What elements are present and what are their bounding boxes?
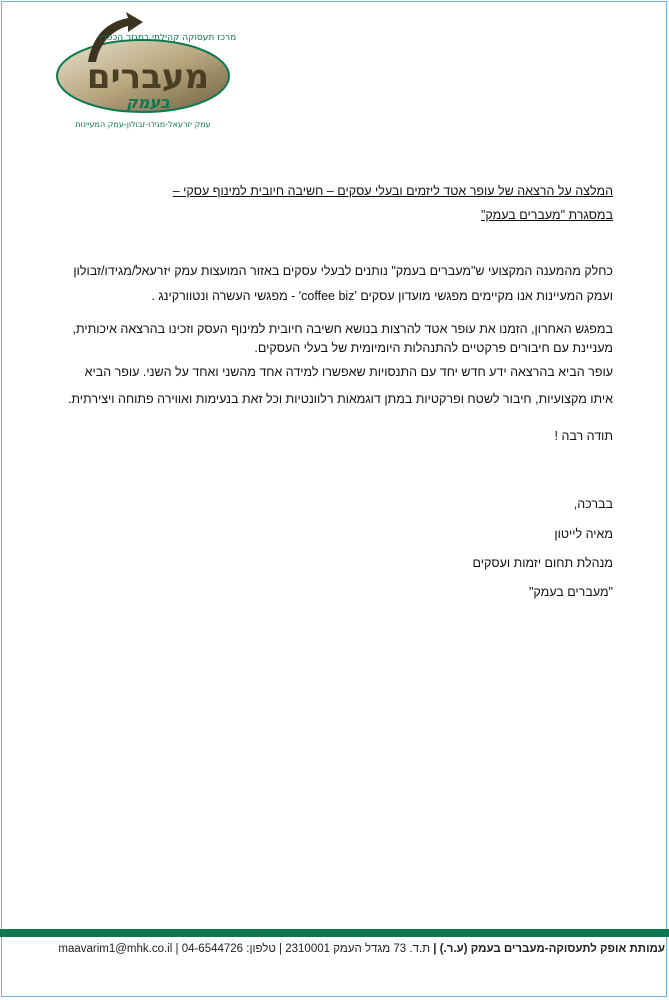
signature-name: מאיה לייטון bbox=[554, 527, 613, 541]
svg-text:עמק יזרעאל-מגידו-זבולון-עמק המ: עמק יזרעאל-מגידו-זבולון-עמק המעיינות bbox=[75, 120, 211, 129]
letter-body bbox=[53, 182, 613, 602]
organization-logo bbox=[48, 4, 238, 132]
paragraph-2-line-1: במפגש האחרון, הזמנו את עופר אטד להרצות בנושא חשיבה חיובית למינוף העסק וזכינו בהרצאה איכותית, bbox=[72, 322, 613, 336]
svg-text:בעמק: בעמק bbox=[126, 93, 170, 112]
footer-org: עמותת אופק לתעסוקה-מעברים בעמק (ע.ר.) | bbox=[433, 943, 665, 955]
title-line-1: המלצה על הרצאה של עופר אטד ליזמים ובעלי עסקים – חשיבה חיובית למינוף עסקי – bbox=[172, 184, 613, 198]
signature-role: מנהלת תחום יזמות ועסקים bbox=[472, 556, 613, 570]
signature-greeting: בברכה, bbox=[573, 497, 613, 511]
footer-bar bbox=[0, 929, 669, 937]
paragraph-3-line-2: איתו מקצועיות, חיבור לשטח ופרקטיות במתן דוגמאות רלוונטיות וכל זאת בנעימות ואווירה פתוחה ויצירתית. bbox=[67, 392, 613, 406]
paragraph-2-line-2: מעניינת עם חיבורים פרקטיים להתנהלות היומיומית של בעלי העסקים. bbox=[254, 341, 613, 355]
svg-text:מעברים: מעברים bbox=[86, 57, 210, 97]
title-line-2: במסגרת "מעברים בעמק" bbox=[480, 208, 613, 222]
paragraph-1-line-2: ועמק המעיינות אנו מקיימים מפגשי מועדון עסקים 'coffee biz' - מפגשי העשרה ונטוורקינג . bbox=[151, 289, 613, 303]
thanks-text: תודה רבה ! bbox=[554, 429, 613, 443]
paragraph-1-line-1: כחלק מהמענה המקצועי ש"מעברים בעמק" נותנים לבעלי עסקים באזור המועצות עמק יזרעאל/מגידו/זבולון bbox=[73, 264, 613, 278]
footer-contact bbox=[4, 942, 665, 957]
paragraph-3-line-1: עופר הביא בהרצאה ידע חדש יחד עם התנסויות שאפשרו למידה אחד מהשני ואחד על השני. עופר הביא bbox=[84, 365, 613, 379]
signature-org: "מעברים בעמק" bbox=[528, 585, 613, 599]
svg-text:מרכז תעסוקה קהילתי במגזר הכפרי: מרכז תעסוקה קהילתי במגזר הכפרי bbox=[99, 33, 237, 43]
footer-address: ת.ד. 73 מגדל העמק 2310001 | טלפון: 04-6544726 | maavarim1@mhk.co.il bbox=[58, 943, 434, 955]
